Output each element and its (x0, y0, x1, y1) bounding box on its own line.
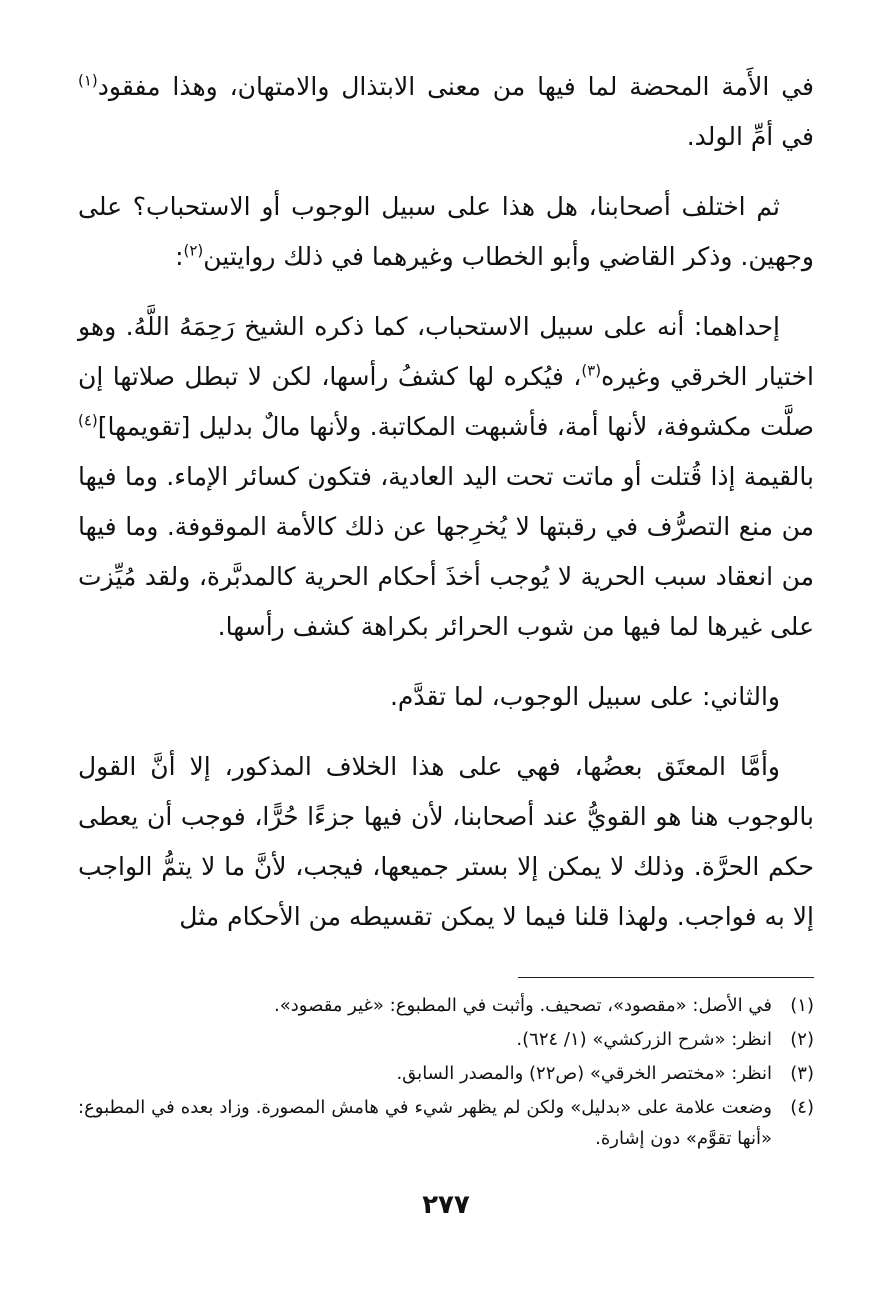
footnote-ref-4[interactable]: (٤) (78, 411, 98, 430)
footnote-text: انظر: «مختصر الخرقي» (ص٢٢) والمصدر السابق. (396, 1063, 772, 1084)
footnote-item (78, 990, 814, 1021)
footnote-ref-1[interactable]: (١) (78, 71, 98, 90)
footnotes (78, 990, 814, 1157)
footnote-item (78, 1024, 814, 1055)
footnote-number: (٤) (790, 1097, 814, 1118)
page-number: ٢٧٧ (422, 1190, 470, 1220)
footnote-item (78, 1092, 814, 1154)
paragraph-3 (78, 302, 814, 652)
paragraph-3-text-a: إحداهما: أنه على سبيل الاستحباب، كما ذكره الشيخ رَحِمَهُ اللَّهُ. وهو اختيار الخرقي وغيره (78, 312, 814, 391)
footnote-number: (١) (790, 995, 814, 1016)
paragraph-4: والثاني: على سبيل الوجوب، لما تقدَّم. (389, 682, 780, 711)
paragraph-1-text-end: في أمِّ الولد. (686, 122, 814, 151)
footnote-text: انظر: «شرح الزركشي» (١/ ٦٢٤). (516, 1029, 772, 1050)
footnote-ref-3[interactable]: (٣) (581, 361, 602, 380)
footnote-text: وضعت علامة على «بدليل» ولكن لم يظهر شيء في هامش المصورة. وزاد بعده في المطبوع: «أنها تقوَّم» دون إشارة. (78, 1097, 772, 1149)
footnote-ref-2[interactable]: (٢) (183, 241, 204, 260)
paragraph-3-text-b: ، فيُكره لها كشفُ رأسها، لكن لا تبطل صلاتها إن صلَّت مكشوفة، لأنها أمة، فأشبهت المكاتبة. ولأنها مالٌ بدليل [تقويمها] (78, 362, 814, 441)
paragraph-2-text-end: : (175, 242, 184, 271)
footnote-divider (518, 977, 814, 978)
paragraph-2-text: ثم اختلف أصحابنا، هل هذا على سبيل الوجوب أو الاستحباب؟ على وجهين. وذكر القاضي وأبو الخطاب وغيرهما في ذلك روايتين (78, 192, 814, 271)
footnote-number: (٢) (790, 1029, 814, 1050)
paragraph-2 (78, 182, 814, 282)
paragraph-5: وأمَّا المعتَق بعضُها، فهي على هذا الخلاف المذكور، إلا أنَّ القول بالوجوب هنا هو القويُّ عند أصحابنا، لأن فيها جزءًا حُرًّا، فوجب أن يعطى حكم الحرَّة. وذلك لا يمكن إلا بستر جميعها، فيجب، لأنَّ ما لا يتمُّ الواجب إلا به فواجب. ولهذا قلنا فيما لا يمكن تقسيطه من الأحكام مثل (78, 752, 814, 931)
paragraph-3-text-c: بالقيمة إذا قُتلت أو ماتت تحت اليد العادية، فتكون كسائر الإماء. وما فيها من منع التصرُّف في رقبتها لا يُخرِجها عن ذلك كالأمة الموقوفة. وما فيها من انعقاد سبب الحرية لا يُوجب أخذَ أحكام الحرية كالمدبَّرة، ولقد مُيِّزت على غيرها لما فيها من شوب الحرائر بكراهة كشف رأسها. (78, 462, 814, 641)
footnote-number: (٣) (790, 1063, 814, 1084)
paragraph-1-text: في الأَمة المحضة لما فيها من معنى الابتذال والامتهان، وهذا مفقود (97, 72, 814, 101)
main-text (78, 62, 814, 962)
paragraph-1 (78, 62, 814, 162)
footnote-text: في الأصل: «مقصود»، تصحيف. وأثبت في المطبوع: «غير مقصود». (274, 995, 772, 1016)
footnote-item (78, 1058, 814, 1089)
